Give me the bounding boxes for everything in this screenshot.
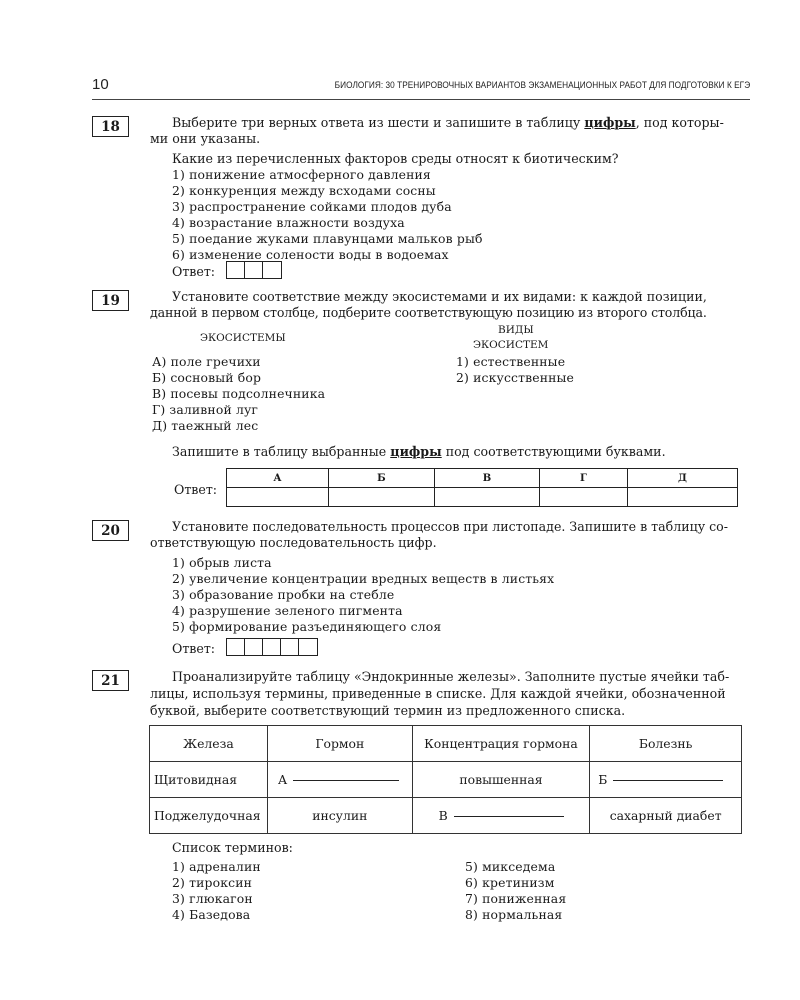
task18-option-3: 3) распространение сойками плодов дуба bbox=[172, 199, 452, 214]
task19-table-instruction-text: Запишите в таблицу выбранные bbox=[172, 444, 391, 459]
running-title: БИОЛОГИЯ: 30 ТРЕНИРОВОЧНЫХ ВАРИАНТОВ ЭКЗАМЕНАЦИОННЫХ РАБОТ ДЛЯ ПОДГОТОВКИ К ЕГЭ bbox=[334, 80, 750, 91]
answer-col-header: Б bbox=[328, 469, 434, 488]
table-header-row bbox=[150, 726, 742, 762]
task18-question: Какие из перечисленных факторов среды относят к биотическим? bbox=[172, 151, 619, 166]
task19-answer-header-row bbox=[227, 469, 738, 488]
task19-answer-label: Ответ: bbox=[174, 482, 218, 497]
table-cell-gland: Поджелудочная bbox=[150, 798, 268, 834]
task20-answer-label: Ответ: bbox=[172, 641, 216, 656]
table-header-hormone: Гормон bbox=[267, 726, 412, 762]
answer-cell[interactable] bbox=[227, 488, 329, 507]
task19-instruction-line2: данной в первом столбце, подберите соответствующую позицию из второго столбца. bbox=[150, 305, 707, 320]
task19-col1-header: ЭКОСИСТЕМЫ bbox=[200, 332, 286, 344]
answer-cell[interactable] bbox=[263, 639, 281, 655]
task19-item-d: Д) таежный лес bbox=[152, 418, 259, 433]
task18-instruction-line2: ми они указаны. bbox=[150, 131, 261, 146]
term-6: 6) кретинизм bbox=[465, 875, 555, 890]
task21-instruction-line3: буквой, выберите соответствующий термин из предложенного списка. bbox=[150, 703, 626, 718]
blank-letter-a: А bbox=[277, 772, 288, 787]
blank-line[interactable] bbox=[293, 780, 399, 781]
table-cell-disease: сахарный диабет bbox=[590, 798, 742, 834]
table-cell-gland: Щитовидная bbox=[150, 762, 268, 798]
answer-cell[interactable] bbox=[263, 262, 281, 278]
term-2: 2) тироксин bbox=[172, 875, 253, 890]
task20-option-2: 2) увеличение концентрации вредных веществ в листьях bbox=[172, 571, 555, 586]
task18-option-2: 2) конкуренция между всходами сосны bbox=[172, 183, 436, 198]
answer-cell[interactable] bbox=[227, 639, 245, 655]
blank-line[interactable] bbox=[454, 816, 564, 817]
task19-item-v: В) посевы подсолнечника bbox=[152, 386, 326, 401]
table-row bbox=[150, 798, 742, 834]
task-number-18: 18 bbox=[92, 116, 129, 137]
task19-table-instruction bbox=[172, 444, 666, 460]
table-row bbox=[150, 762, 742, 798]
term-7: 7) пониженная bbox=[465, 891, 567, 906]
table-cell-blank-b[interactable] bbox=[590, 762, 742, 798]
table-header-concentration: Концентрация гормона bbox=[412, 726, 590, 762]
endocrine-glands-table bbox=[149, 725, 742, 834]
answer-cell[interactable] bbox=[434, 488, 539, 507]
task18-option-1: 1) понижение атмосферного давления bbox=[172, 167, 431, 182]
term-3: 3) глюкагон bbox=[172, 891, 253, 906]
task18-answer-label: Ответ: bbox=[172, 264, 216, 279]
task19-col2-header-line2: ЭКОСИСТЕМ bbox=[473, 339, 549, 351]
page-number: 10 bbox=[92, 76, 109, 93]
task19-type-2: 2) искусственные bbox=[456, 370, 575, 385]
answer-cell[interactable] bbox=[245, 262, 263, 278]
answer-col-header: В bbox=[434, 469, 539, 488]
task18-option-4: 4) возрастание влажности воздуха bbox=[172, 215, 405, 230]
answer-col-header: А bbox=[227, 469, 329, 488]
task19-item-a: А) поле гречихи bbox=[152, 354, 261, 369]
blank-letter-v: В bbox=[438, 808, 448, 823]
answer-col-header: Д bbox=[627, 469, 737, 488]
task-number-21: 21 bbox=[92, 670, 129, 691]
task20-option-4: 4) разрушение зеленого пигмента bbox=[172, 603, 403, 618]
task21-instruction-line1: Проанализируйте таблицу «Эндокринные железы». Заполните пустые ячейки таб- bbox=[172, 669, 730, 684]
term-1: 1) адреналин bbox=[172, 859, 261, 874]
task18-instruction-text-end: , под которы- bbox=[635, 115, 724, 130]
task19-answer-input-row bbox=[227, 488, 738, 507]
task18-instruction-line1 bbox=[172, 115, 724, 131]
table-cell-concentration: повышенная bbox=[412, 762, 590, 798]
table-cell-blank-v[interactable] bbox=[412, 798, 590, 834]
task20-option-3: 3) образование пробки на стебле bbox=[172, 587, 395, 602]
task19-instruction-line1: Установите соответствие между экосистемами и их видами: к каждой позиции, bbox=[172, 289, 707, 304]
answer-cell[interactable] bbox=[281, 639, 299, 655]
task-number-20: 20 bbox=[92, 520, 129, 541]
terms-list-title: Список терминов: bbox=[172, 840, 293, 855]
task19-item-g: Г) заливной луг bbox=[152, 402, 259, 417]
task18-option-5: 5) поедание жуками плавунцами мальков рыб bbox=[172, 231, 483, 246]
task-number-19: 19 bbox=[92, 290, 129, 311]
task20-option-1: 1) обрыв листа bbox=[172, 555, 272, 570]
term-4: 4) Базедова bbox=[172, 907, 251, 922]
header-divider bbox=[92, 99, 750, 100]
task20-answer-cells[interactable] bbox=[226, 638, 318, 656]
task19-item-b: Б) сосновый бор bbox=[152, 370, 262, 385]
answer-cell[interactable] bbox=[299, 639, 317, 655]
task18-instruction-emphasis: цифры bbox=[584, 115, 636, 130]
task20-instruction-line2: ответствующую последовательность цифр. bbox=[150, 535, 437, 550]
answer-cell[interactable] bbox=[539, 488, 627, 507]
answer-cell[interactable] bbox=[227, 262, 245, 278]
table-cell-hormone: инсулин bbox=[267, 798, 412, 834]
blank-letter-b: Б bbox=[598, 772, 608, 787]
term-8: 8) нормальная bbox=[465, 907, 563, 922]
task20-instruction-line1: Установите последовательность процессов при листопаде. Запишите в таблицу со- bbox=[172, 519, 729, 534]
term-5: 5) микседема bbox=[465, 859, 556, 874]
task19-table-instruction-text-end: под соответствующими буквами. bbox=[441, 444, 666, 459]
answer-cell[interactable] bbox=[328, 488, 434, 507]
answer-cell[interactable] bbox=[245, 639, 263, 655]
table-cell-blank-a[interactable] bbox=[267, 762, 412, 798]
task21-instruction-line2: лицы, используя термины, приведенные в списке. Для каждой ячейки, обозначенной bbox=[150, 686, 726, 701]
answer-cell[interactable] bbox=[627, 488, 737, 507]
task19-answer-table bbox=[226, 468, 738, 507]
task19-table-instruction-emphasis: цифры bbox=[390, 444, 442, 459]
task18-option-6: 6) изменение солености воды в водоемах bbox=[172, 247, 449, 262]
task18-instruction-text: Выберите три верных ответа из шести и запишите в таблицу bbox=[172, 115, 585, 130]
table-header-disease: Болезнь bbox=[590, 726, 742, 762]
task19-type-1: 1) естественные bbox=[456, 354, 566, 369]
blank-line[interactable] bbox=[613, 780, 723, 781]
task18-answer-cells[interactable] bbox=[226, 261, 282, 279]
table-header-gland: Железа bbox=[150, 726, 268, 762]
task20-option-5: 5) формирование разъединяющего слоя bbox=[172, 619, 442, 634]
answer-col-header: Г bbox=[539, 469, 627, 488]
task19-col2-header-line1: ВИДЫ bbox=[498, 324, 534, 336]
